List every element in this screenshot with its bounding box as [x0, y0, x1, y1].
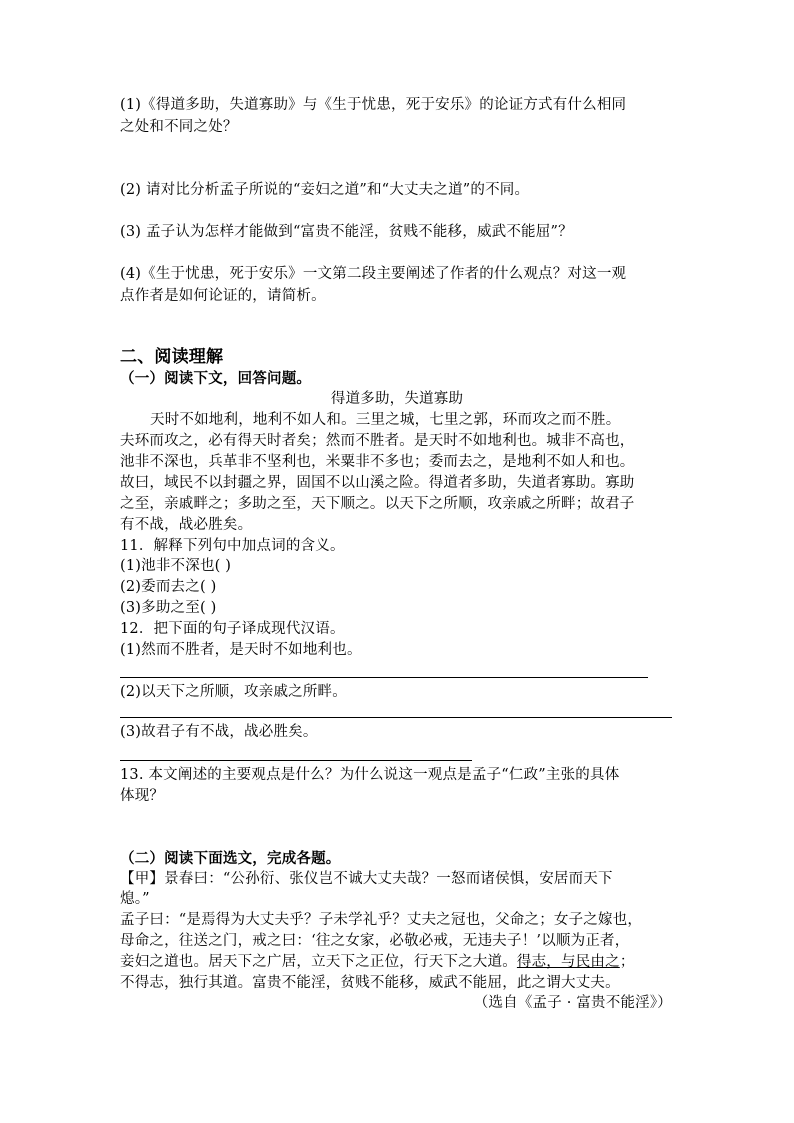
passage-1-title: 得道多助，失道寡助 — [330, 391, 464, 407]
question-3: (3) 孟子认为怎样才能做到“富贵不能淫，贫贱不能移，威武不能屈”？ — [120, 224, 573, 240]
question-13-line-1: 13. 本文阐述的主要观点是什么？为什么说这一观点是孟子“仁政”主张的具体 — [120, 767, 620, 783]
passage-2-line: 不得志，独行其道。富贵不能淫，贫贱不能移，威武不能屈，此之谓大丈夫。 — [120, 975, 620, 991]
question-12-item: (1)然而不胜者，是天时不如地利也。 — [120, 642, 362, 658]
question-4-line-1: (4)《生于忧患，死于安乐》一文第二段主要阐述了作者的什么观点？对这一观 — [120, 266, 627, 282]
question-11: 11．解释下列句中加点词的含义。 — [120, 538, 345, 554]
passage-2-text: 妾妇之道也。居天下之广居，立天下之正位，行天下之大道。 — [120, 954, 517, 970]
question-2: (2) 请对比分析孟子所说的“妾妇之道”和“大丈夫之道”的不同。 — [120, 182, 530, 198]
answer-line[interactable] — [120, 760, 472, 761]
question-12-item: (3)故君子有不战，战必胜矣。 — [120, 724, 318, 740]
passage-1-line: 池非不深也，兵革非不坚利也，米粟非不多也；委而去之，是地利不如人和也。 — [120, 454, 635, 470]
passage-2-line — [120, 952, 635, 972]
passage-2-source: （选自《孟子 · 富贵不能淫》） — [473, 995, 672, 1011]
passage-2-line: 【甲】景春曰：“公孙衍、张仪岂不诚大丈夫哉？一怒而诸侯惧，安居而天下 — [120, 871, 613, 887]
passage-1-line: 之至，亲戚畔之；多助之至，天下顺之。以天下之所顺，攻亲戚之所畔；故君子 — [120, 496, 635, 512]
section-heading: 二、阅读理解 — [120, 347, 224, 367]
passage-2-line: 熄。” — [120, 891, 150, 907]
question-1-line-2: 之处和不同之处？ — [120, 119, 238, 135]
question-11-item: (2)委而去之( ) — [120, 579, 217, 595]
passage-2-text: ； — [619, 954, 635, 970]
question-11-item: (3)多助之至( ) — [120, 600, 217, 616]
underlined-phrase: 得志，与民由之 — [516, 954, 620, 970]
answer-line[interactable] — [120, 717, 672, 718]
passage-1-line: 有不战，战必胜矣。 — [120, 517, 253, 533]
passage-1-line: 夫环而攻之，必有得天时者矣；然而不胜者。是天时不如地利也。城非不高也， — [120, 433, 635, 449]
question-1-line-1: (1)《得道多助，失道寡助》与《生于忧患，死于安乐》的论证方式有什么相同 — [120, 97, 627, 113]
passage-1-line: 天时不如地利，地利不如人和。三里之城，七里之郭，环而攻之而不胜。 — [150, 412, 621, 428]
question-13-line-2: 体现？ — [120, 788, 165, 804]
passage-1-line: 故曰，域民不以封疆之界，固国不以山溪之险。得道者多助，失道者寡助。寡助 — [120, 475, 635, 491]
answer-line[interactable] — [120, 677, 648, 678]
passage-2-line: 孟子曰：“是焉得为大丈夫乎？子未学礼乎？丈夫之冠也，父命之；女子之嫁也， — [120, 912, 643, 928]
passage-2-line: 母命之，往送之门，戒之曰：‘往之女家，必敬必戒，无违夫子！’以顺为正者， — [120, 933, 630, 949]
question-11-item: (1)池非不深也( ) — [120, 558, 232, 574]
question-12-item: (2)以天下之所顺，攻亲戚之所畔。 — [120, 684, 347, 700]
question-12: 12．把下面的句子译成现代汉语。 — [120, 621, 345, 637]
subsection-2-heading: （二）阅读下面选文，完成各题。 — [120, 850, 341, 867]
question-4-line-2: 点作者是如何论证的，请简析。 — [120, 288, 326, 304]
subsection-1-heading: （一）阅读下文，回答问题。 — [120, 370, 312, 387]
